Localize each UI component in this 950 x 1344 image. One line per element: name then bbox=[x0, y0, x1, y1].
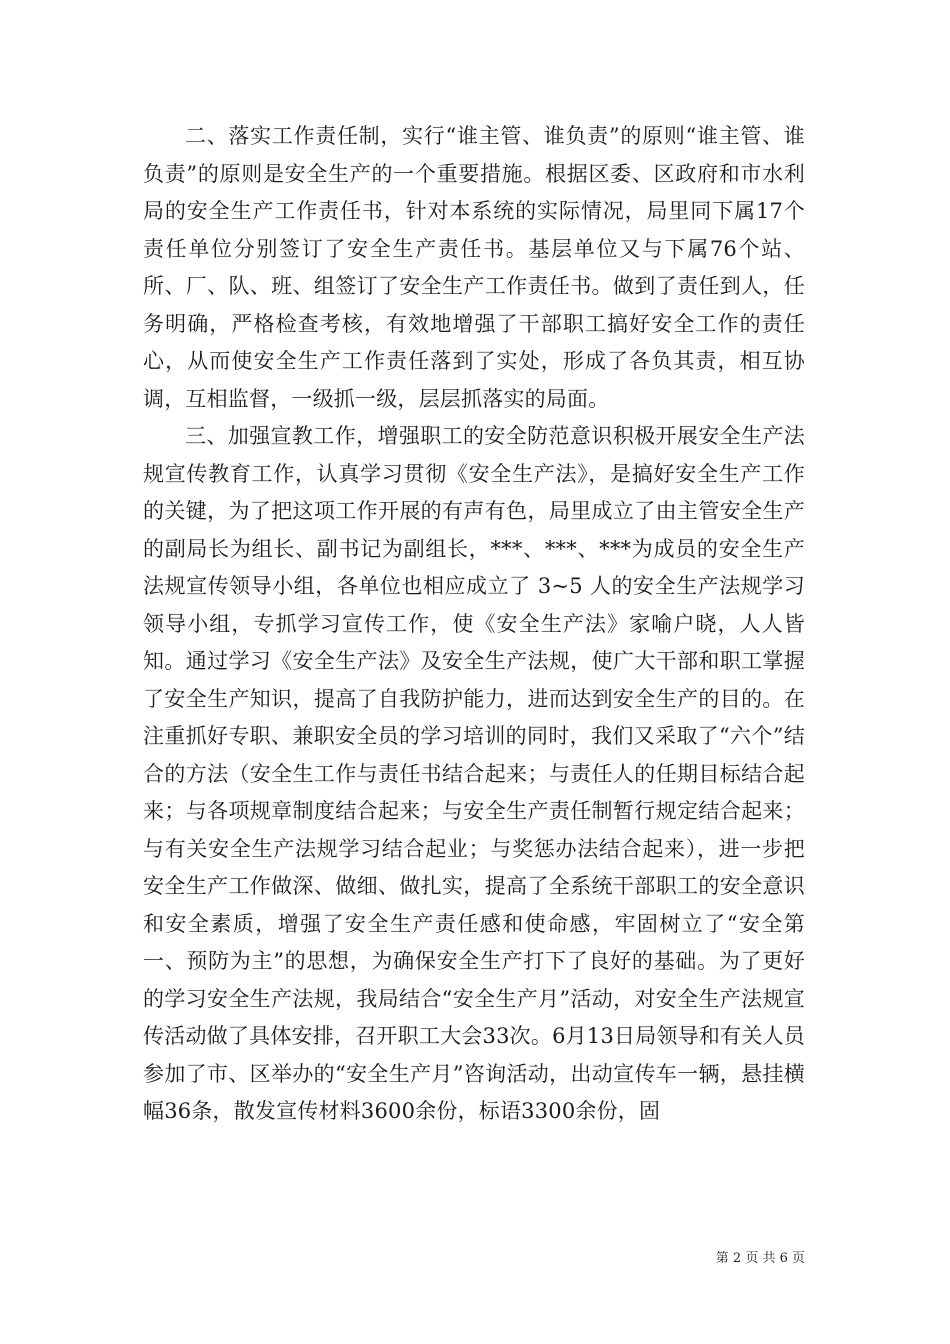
paragraph-responsibility-system: 二、落实工作责任制，实行“谁主管、谁负责”的原则“谁主管、谁负责”的原则是安全生产的一个重要措施。根据区委、区政府和市水利局的安全生产工作责任书，针对本系统的实际情况，局里同下属17个责任单位分别签订了安全生产责任书。基层单位又与下属76个站、所、厂、队、班、组签订了安全生产工作责任书。做到了责任到人，任务明确，严格检查考核，有效地增强了干部职工搞好安全工作的责任心，从而使安全生产工作责任落到了实处，形成了各负其责，相互协调，互相监督，一级抓一级，层层抓落实的局面。 bbox=[143, 124, 805, 411]
page-number-footer: 第 2 页 共 6 页 bbox=[715, 1251, 805, 1266]
paragraph-safety-education: 三、加强宣教工作，增强职工的安全防范意识积极开展安全生产法规宣传教育工作，认真学习贯彻《安全生产法》，是搞好安全生产工作的关键，为了把这项工作开展的有声有色，局里成立了由主管安全生产的副局长为组长、副书记为副组长，***、***、***为成员的安全生产法规宣传领导小组，各单位也相应成立了 3~5 人的安全生产法规学习领导小组，专抓学习宣传工作，使《安全生产法》家喻户晓，人人皆知。通过学习《安全生产法》及安全生产法规，使广大干部和职工掌握了安全生产知识，提高了自我防护能力，进而达到安全生产的目的。在注重抓好专职、兼职安全员的学习培训的同时，我们又采取了“六个”结合的方法（安全生工作与责任书结合起来；与责任人的任期目标结合起来；与各项规章制度结合起来；与安全生产责任制暂行规定结合起来；与有关安全生产法规学习结合起业；与奖惩办法结合起来），进一步把安全生产工作做深、做细、做扎实，提高了全系统干部职工的安全意识和安全素质，增强了安全生产责任感和使命感，牢固树立了“安全第一、预防为主”的思想，为确保安全生产打下了良好的基础。为了更好的学习安全生产法规，我局结合“安全生产月”活动，对安全生产法规宣传活动做了具体安排，召开职工大会33次。6月13日局领导和有关人员参加了市、区举办的“安全生产月”咨询活动，出动宣传车一辆，悬挂横幅36条，散发宣传材料3600余份，标语3300余份，固 bbox=[143, 424, 805, 1123]
document-body bbox=[143, 118, 805, 1131]
